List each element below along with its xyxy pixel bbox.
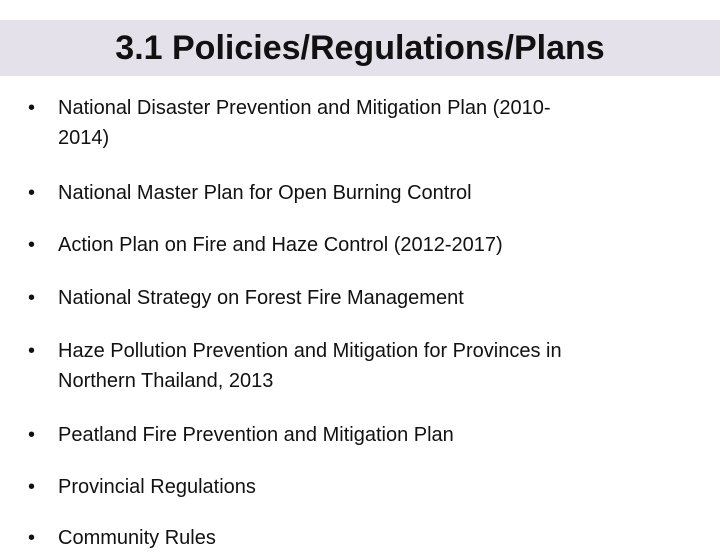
list-item-line: Peatland Fire Prevention and Mitigation Plan (58, 424, 454, 446)
list-item-text (58, 336, 688, 396)
list-item-text (58, 93, 688, 153)
list-item-text (58, 230, 688, 260)
bullet-icon: • (28, 340, 36, 362)
bullet-icon: • (28, 287, 36, 309)
list-item-line: Northern Thailand, 2013 (58, 370, 274, 392)
bullet-icon: • (28, 476, 36, 498)
bullet-icon: • (28, 97, 36, 119)
list-item-text (58, 472, 688, 502)
bullet-icon: • (28, 182, 36, 204)
list-item-line: Haze Pollution Prevention and Mitigation for Provinces in (58, 340, 562, 362)
list-item-line: National Strategy on Forest Fire Management (58, 287, 464, 309)
list-item-text (58, 178, 688, 208)
page-title: 3.1 Policies/Regulations/Plans (115, 28, 605, 67)
bullet-icon: • (28, 527, 36, 549)
list-item-text (58, 523, 688, 553)
bullet-icon: • (28, 424, 36, 446)
list-item-line: Action Plan on Fire and Haze Control (2012-2017) (58, 234, 503, 256)
list-item-line: Provincial Regulations (58, 476, 256, 498)
list-item-text (58, 420, 688, 450)
list-item-line: National Master Plan for Open Burning Control (58, 182, 472, 204)
list-item-text (58, 283, 688, 313)
bullet-icon: • (28, 234, 36, 256)
list-item-line: National Disaster Prevention and Mitigation Plan (2010- (58, 97, 551, 119)
list-item-line: Community Rules (58, 527, 216, 549)
list-item-line: 2014) (58, 127, 110, 149)
